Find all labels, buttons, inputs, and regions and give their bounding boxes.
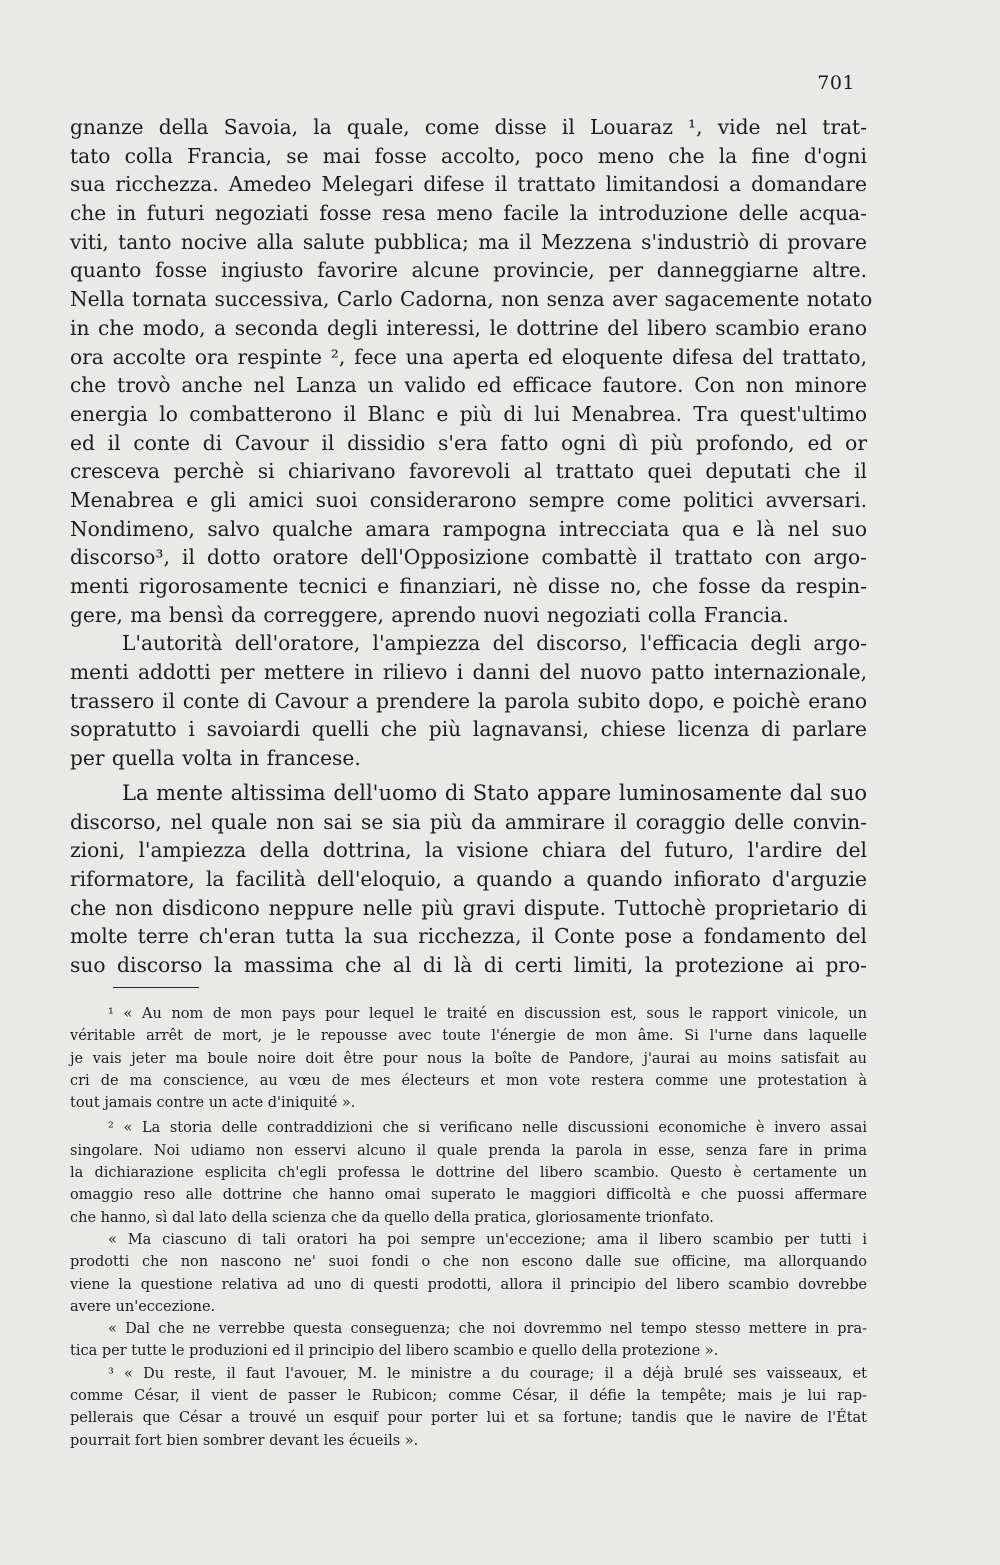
footnote-line: cri de ma conscience, au vœu de mes électeurs et mon vote restera comme une protestation à [70,1072,867,1089]
text-line: sopratutto i savoiardi quelli che più lagnavansi, chiese licenza di parlare [70,717,867,742]
text-line: tato colla Francia, se mai fosse accolto, poco meno che la fine d'ogni [70,143,867,168]
text-line: in che modo, a seconda degli interessi, le dottrine del libero scambio erano [70,315,867,340]
footnote-line: pourrait fort bien sombrer devant les écueils ». [70,1432,419,1449]
text-line: suo discorso la massima che al di là di certi limiti, la protezione ai pro- [70,952,867,977]
footnote-2: ² « La storia delle contraddizioni che si verificano nelle discussioni economiche è invero assai [108,1120,867,1137]
text-line: menti rigorosamente tecnici e finanziari, nè disse no, che fosse da respin- [70,574,867,598]
text-line: menti addotti per mettere in rilievo i danni del nuovo patto internazionale, [70,660,867,685]
footnote-line: omaggio reso alle dottrine che hanno omai superato le maggiori difficoltà e che puossi affermare [70,1187,867,1204]
footnote-line: je vais jeter ma boule noire doit être pour nous la boîte de Pandore, j'aurai au moins satisfait au [70,1050,867,1067]
footnote-line: singolare. Noi udiamo non esservi alcuno il quale prenda la parola in esse, senza fare in prima [70,1142,867,1159]
text-line: cresceva perchè si chiarivano favorevoli al trattato quei deputati che il [70,459,867,484]
footnote-line: « Dal che ne verrebbe questa conseguenza; che noi dovremmo nel tempo stesso mettere in pra- [108,1321,867,1338]
footnote-1: ¹ « Au nom de mon pays pour lequel le traité en discussion est, sous le rapport vinicole, un [108,1006,867,1022]
text-line: discorso, nel quale non sai se sia più da ammirare il coraggio delle convin- [70,809,867,834]
text-line: che non disdicono neppure nelle più gravi dispute. Tuttochè proprietario di [70,895,867,920]
footnote-line: avere un'eccezione. [70,1298,216,1315]
footnote-line: tout jamais contre un acte d'iniquité ». [70,1095,356,1112]
footnote-separator [113,987,199,988]
text-line: riformatore, la facilità dell'eloquio, a quando a quando infiorato d'arguzie [70,866,867,891]
paragraph-start: La mente altissima dell'uomo di Stato appare luminosamente dal suo [122,780,867,805]
paragraph-start: L'autorità dell'oratore, l'ampiezza del discorso, l'efficacia degli argo- [122,631,867,656]
text-line: Menabrea e gli amici suoi considerarono sempre come politici avversari. [70,487,867,512]
text-line: gnanze della Savoia, la quale, come disse il Louaraz ¹, vide nel trat- [70,115,867,139]
text-line: zioni, l'ampiezza della dottrina, la visione chiara del futuro, l'ardire del [70,838,867,863]
footnote-line: « Ma ciascuno di tali oratori ha poi sempre un'eccezione; ama il libero scambio per tutti i [108,1231,867,1248]
footnote-line: prodotti che non nascono ne' suoi fondi o che non escono dalle sue officine, ma allorquando [70,1254,867,1271]
text-line: che in futuri negoziati fosse resa meno facile la introduzione delle acqua- [70,201,867,226]
text-line: per quella volta in francese. [70,746,361,771]
page-number: 701 [817,72,855,94]
footnote-line: viene la questione relativa ad uno di questi prodotti, allora il principio del libero scambio dovrebbe [70,1276,867,1293]
footnotes [70,1003,867,1452]
footnote-line: comme César, il vient de passer le Rubicon; comme César, il défie la tempête; mais je lui rap- [70,1388,867,1405]
text-line: quanto fosse ingiusto favorire alcune provincie, per danneggiarne altre. [70,258,867,283]
footnote-line: véritable arrêt de mort, je le repousse avec toute l'énergie de mon âme. Si l'urne dans laquelle [70,1028,867,1045]
main-text [70,113,873,980]
text-line: che trovò anche nel Lanza un valido ed efficace fautore. Con non minore [70,373,867,398]
footnote-3: ³ « Du reste, il faut l'avouer, M. le ministre a du courage; il a déjà brulé ses vaisseaux, et [108,1365,867,1382]
footnote-line: che hanno, sì dal lato della scienza che da quello della pratica, gloriosamente trionfato. [70,1209,714,1226]
text-line: trassero il conte di Cavour a prendere la parola subito dopo, e poichè erano [70,688,867,713]
text-line: Nella tornata successiva, Carlo Cadorna, non senza aver sagacemente notato [70,287,873,312]
text-line: discorso³, il dotto oratore dell'Opposizione combattè il trattato con argo- [70,545,867,570]
text-line: molte terre ch'eran tutta la sua ricchezza, il Conte pose a fondamento del [70,924,867,949]
text-line: ed il conte di Cavour il dissidio s'era fatto ogni dì più profondo, ed or [70,430,867,455]
text-line: viti, tanto nocive alla salute pubblica; ma il Mezzena s'industriò di provare [70,229,867,254]
text-line: gere, ma bensì da correggere, aprendo nuovi negoziati colla Francia. [70,602,789,627]
text-line: sua ricchezza. Amedeo Melegari difese il trattato limitandosi a domandare [70,172,867,197]
footnote-line: tica per tutte le produzioni ed il principio del libero scambio e quello della protezione ». [70,1343,719,1360]
text-line: energia lo combatterono il Blanc e più di lui Menabrea. Tra quest'ultimo [70,401,867,426]
footnote-line: pellerais que César a trouvé un esquif pour porter lui et sa fortune; tandis que le navire de l'État [70,1410,867,1427]
text-line: ora accolte ora respinte ², fece una aperta ed eloquente difesa del trattato, [70,344,867,369]
footnote-line: la dichiarazione esplicita ch'egli professa le dottrine del libero scambio. Questo è certamente un [70,1165,867,1182]
text-line: Nondimeno, salvo qualche amara rampogna intrecciata qua e là nel suo [70,516,867,541]
